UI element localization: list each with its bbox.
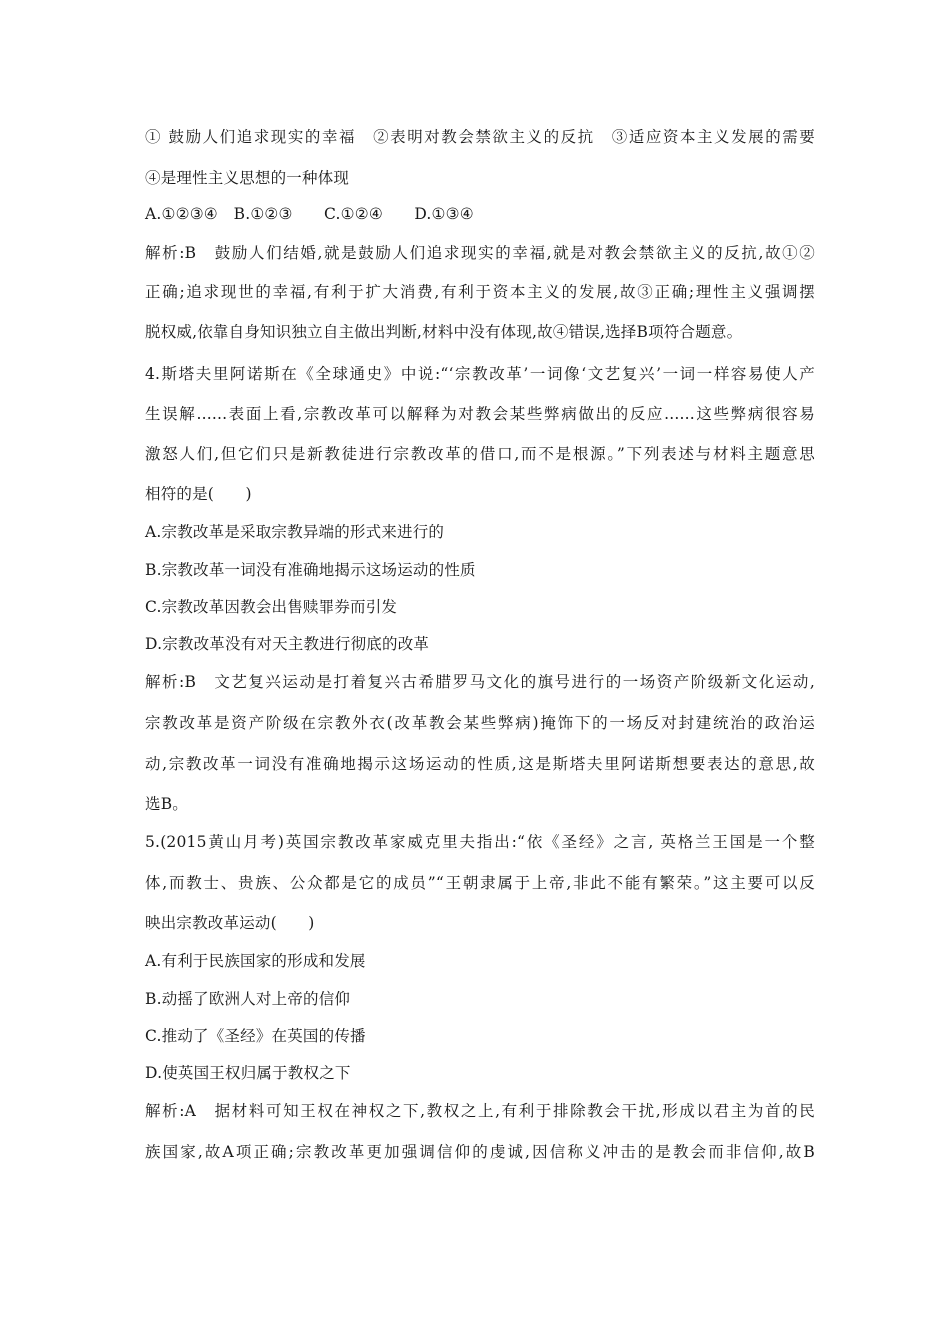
q5-option-d: D.使英国王权归属于教权之下 <box>145 1064 351 1082</box>
q4-option-a: A.宗教改革是采取宗教异端的形式来进行的 <box>145 523 445 541</box>
q5-option-a: A.有利于民族国家的形成和发展 <box>145 952 366 970</box>
q5-stem-line-3: 映出宗教改革运动( ) <box>145 914 315 932</box>
q5-analysis-line-1: 解析:A 据材料可知王权在神权之下,教权之上,有利于排除教会干扰,形成以君主为首的民 <box>145 1102 815 1120</box>
q3-analysis-line-3: 脱权威,依靠自身知识独立自主做出判断,材料中没有体现,故④错误,选择B项符合题意。 <box>145 323 743 341</box>
q3-choices: A.①②③④ B.①②③ C.①②④ D.①③④ <box>145 205 474 223</box>
q3-options-line-2: ④是理性主义思想的一种体现 <box>145 169 350 187</box>
q4-stem-line-4: 相符的是( ) <box>145 485 252 503</box>
q5-option-c: C.推动了《圣经》在英国的传播 <box>145 1027 366 1045</box>
q4-option-b: B.宗教改革一词没有准确地揭示这场运动的性质 <box>145 561 476 579</box>
q5-option-b: B.动摇了欧洲人对上帝的信仰 <box>145 990 351 1008</box>
q4-stem-line-1: 4.斯塔夫里阿诺斯在《全球通史》中说:“‘宗教改革’一词像‘文艺复兴’一词一样容易使人产 <box>145 365 815 383</box>
q5-analysis-line-2: 族国家,故A项正确;宗教改革更加强调信仰的虔诚,因信称义冲击的是教会而非信仰,故B <box>145 1143 815 1161</box>
q4-analysis-line-3: 动,宗教改革一词没有准确地揭示这场运动的性质,这是斯塔夫里阿诺斯想要表达的意思,故 <box>145 755 815 773</box>
q3-analysis-line-2: 正确;追求现世的幸福,有利于扩大消费,有利于资本主义的发展,故③正确;理性主义强调摆 <box>145 283 815 301</box>
q4-analysis-line-1: 解析:B 文艺复兴运动是打着复兴古希腊罗马文化的旗号进行的一场资产阶级新文化运动, <box>145 673 815 691</box>
q4-stem-line-3: 激怒人们,但它们只是新教徒进行宗教改革的借口,而不是根源。”下列表述与材料主题意思 <box>145 445 815 463</box>
q5-stem-line-1: 5.(2015黄山月考)英国宗教改革家威克里夫指出:“依《圣经》之言, 英格兰王国是一个整 <box>145 833 815 851</box>
q4-analysis-line-2: 宗教改革是资产阶级在宗教外衣(改革教会某些弊病)掩饰下的一场反对封建统治的政治运 <box>145 714 815 732</box>
q4-option-d: D.宗教改革没有对天主教进行彻底的改革 <box>145 635 430 653</box>
q3-analysis-line-1: 解析:B 鼓励人们结婚,就是鼓励人们追求现实的幸福,就是对教会禁欲主义的反抗,故①② <box>145 244 815 262</box>
q4-stem-line-2: 生误解......表面上看,宗教改革可以解释为对教会某些弊病做出的反应......这些弊病很容易 <box>145 405 815 423</box>
q4-analysis-line-4: 选B。 <box>145 795 188 813</box>
q3-options-line-1: ① 鼓励人们追求现实的幸福 ②表明对教会禁欲主义的反抗 ③适应资本主义发展的需要 <box>145 128 815 146</box>
q4-option-c: C.宗教改革因教会出售赎罪券而引发 <box>145 598 398 616</box>
q5-stem-line-2: 体,而教士、贵族、公众都是它的成员”“王朝隶属于上帝,非此不能有繁荣。”这主要可以反 <box>145 874 815 892</box>
